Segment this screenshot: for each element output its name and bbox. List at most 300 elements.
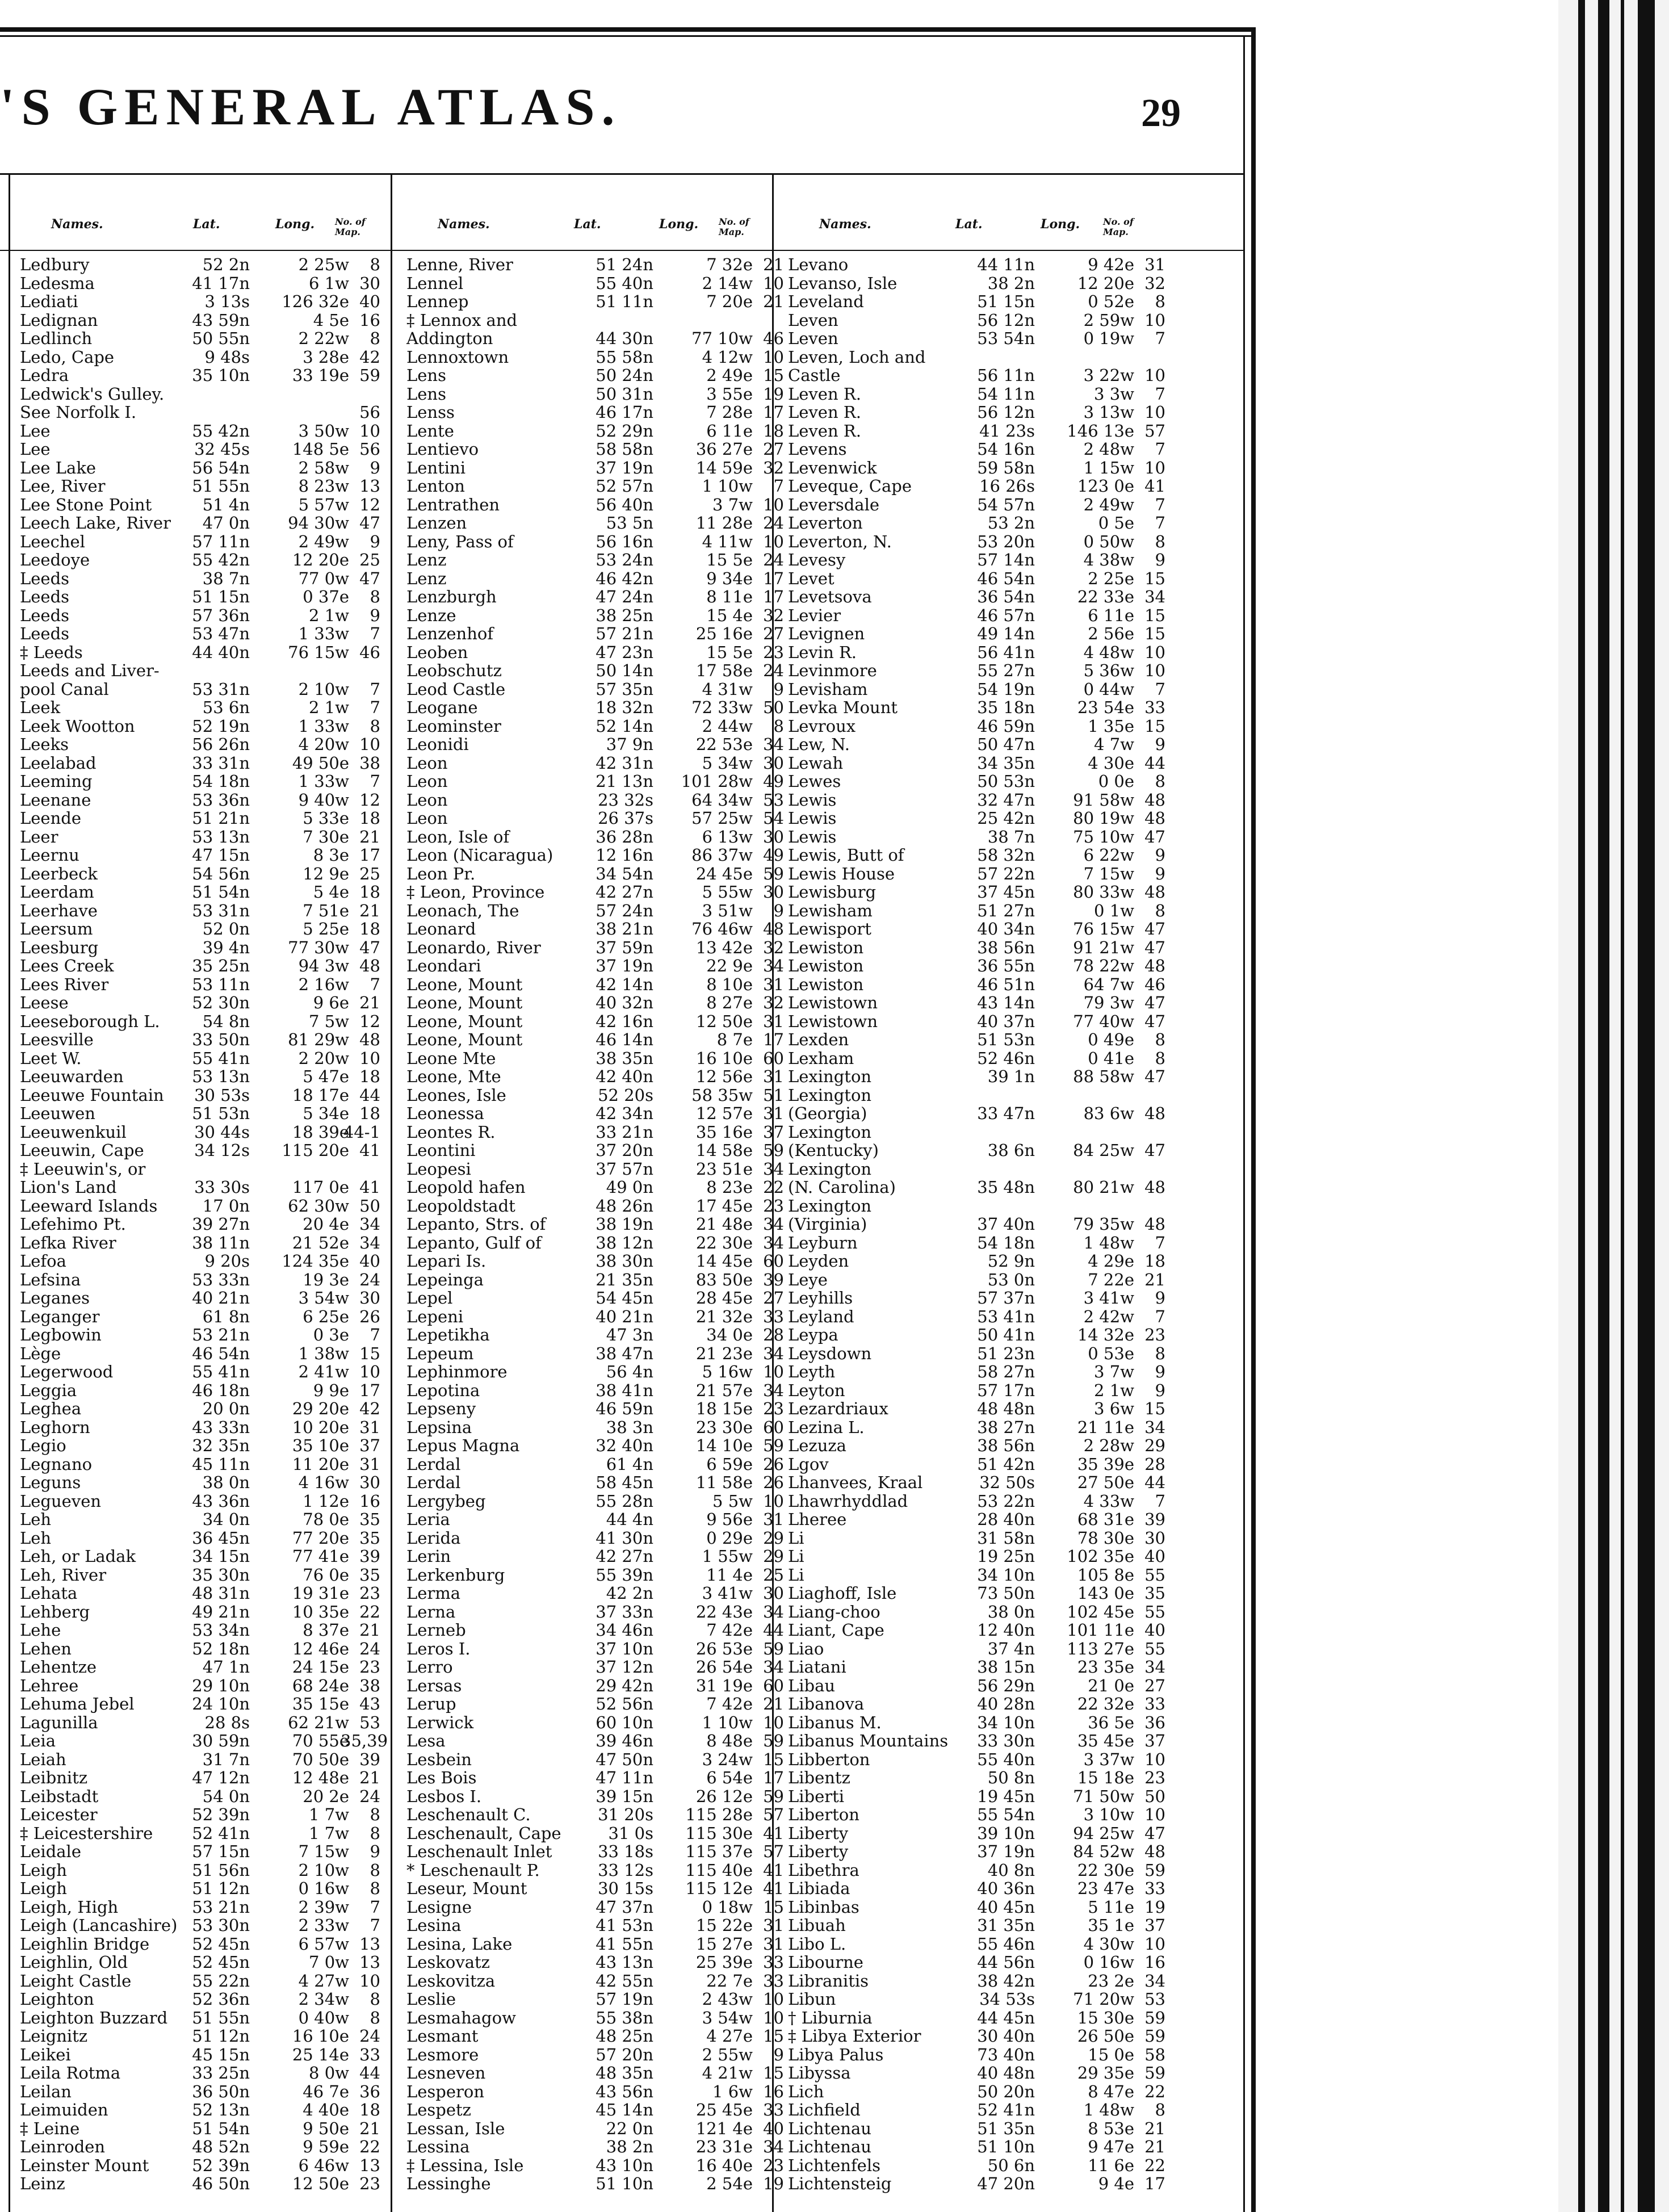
latitude: 46 54n: [192, 1343, 250, 1363]
map-number: 59: [1144, 1860, 1165, 1880]
place-name: Leny, Pass of: [406, 531, 514, 551]
place-name: Liang-choo: [788, 1602, 880, 1622]
longitude: 2 16w: [298, 974, 349, 994]
table-row: [0, 606, 391, 625]
map-number: 29: [1144, 1436, 1165, 1455]
map-number: 57: [763, 1805, 784, 1824]
longitude: 102 45e: [1067, 1602, 1134, 1622]
place-name: Lesbein: [406, 1749, 472, 1769]
place-name: Leghea: [20, 1399, 82, 1418]
longitude: 3 50w: [298, 421, 349, 441]
longitude: 121 4e: [695, 2118, 753, 2138]
table-row: [774, 754, 1243, 773]
latitude: 37 19n: [596, 458, 653, 477]
latitude: 47 50n: [596, 1749, 653, 1769]
latitude: 47 3n: [606, 1325, 653, 1344]
map-number: 7: [1155, 329, 1165, 348]
latitude: 45 15n: [192, 2045, 250, 2064]
place-name: Lexington: [788, 1196, 872, 1216]
map-number: 39: [359, 1749, 380, 1769]
table-row: [774, 1584, 1243, 1603]
place-name: Lessina: [406, 2137, 470, 2156]
longitude: 1 15w: [1083, 458, 1134, 477]
table-row: [774, 1824, 1243, 1843]
latitude: 51 24n: [596, 255, 653, 274]
map-number: 48: [359, 1030, 380, 1049]
table-row: [0, 661, 391, 680]
map-number: 18: [359, 919, 380, 939]
place-name: Legerwood: [20, 1362, 114, 1381]
table-row: [0, 1086, 391, 1105]
place-name: Leguns: [20, 1473, 81, 1492]
table-row: [0, 791, 391, 810]
latitude: 55 39n: [596, 1565, 653, 1585]
latitude: 18 32n: [596, 698, 653, 717]
latitude: 39 46n: [596, 1731, 653, 1750]
table-row: [0, 1178, 391, 1197]
latitude: 52 45n: [192, 1934, 250, 1954]
latitude: 44 45n: [977, 2008, 1035, 2027]
latitude: 47 11n: [596, 1768, 653, 1787]
place-name: Leeds: [20, 605, 70, 625]
longitude: 4 38w: [1083, 550, 1134, 569]
column-1-rows: [0, 255, 391, 2193]
place-name: Lee: [20, 439, 51, 459]
longitude: 1 55w: [702, 1547, 753, 1566]
longitude: 80 33w: [1073, 882, 1134, 902]
longitude: 77 0w: [298, 568, 349, 588]
map-number: 56: [359, 439, 380, 459]
longitude: 25 14e: [292, 2045, 349, 2064]
map-number: 40: [359, 1251, 380, 1271]
place-name: Lenne, River: [406, 255, 513, 274]
longitude: 24 15e: [292, 1657, 349, 1677]
map-number: 9: [370, 531, 380, 551]
table-row: [392, 439, 784, 459]
map-number: 48: [1144, 1178, 1165, 1197]
map-number: 10: [763, 2008, 784, 2027]
map-number: 19: [1144, 1897, 1165, 1917]
longitude: 146 13e: [1067, 421, 1134, 441]
place-name: ‡ Leon, Province: [406, 882, 545, 902]
place-name: Leon (Nicaragua): [406, 845, 553, 865]
table-row: [392, 1953, 784, 1972]
place-name: Leh: [20, 1510, 52, 1529]
table-row: [774, 477, 1243, 496]
longitude: 143 0e: [1077, 1583, 1134, 1603]
longitude: 2 1w: [309, 605, 349, 625]
table-row: [774, 994, 1243, 1012]
table-row: [774, 1972, 1243, 1991]
map-number: 8: [370, 2008, 380, 2027]
longitude: 4 7w: [1094, 735, 1134, 754]
longitude: 4 5e: [313, 310, 349, 330]
map-number: 34: [359, 1233, 380, 1252]
table-row: [392, 476, 784, 496]
latitude: 17 0n: [202, 1196, 250, 1216]
longitude: 0 37e: [303, 587, 349, 606]
longitude: 9 40w: [298, 790, 349, 810]
place-name: Levetsova: [788, 587, 872, 606]
binding-bar: [1598, 0, 1609, 2212]
place-name: Liant, Cape: [788, 1620, 884, 1640]
table-row: [774, 1879, 1243, 1898]
map-number: 32: [763, 605, 784, 625]
map-number: 53: [763, 790, 784, 810]
table-row: [392, 458, 784, 477]
longitude: 15 5e: [706, 642, 753, 662]
latitude: 44 11n: [977, 255, 1035, 274]
table-row: [392, 587, 784, 606]
table-row: [392, 827, 784, 847]
longitude: 115 37e: [685, 1842, 753, 1861]
table-row: [0, 385, 391, 404]
longitude: 5 33e: [303, 808, 349, 828]
latitude: 36 50n: [192, 2081, 250, 2101]
map-number: 19: [763, 384, 784, 404]
map-number: 37: [359, 1436, 380, 1455]
longitude: 12 20e: [292, 550, 349, 569]
map-number: 8: [370, 255, 380, 274]
latitude: 59 58n: [977, 458, 1035, 477]
map-number: 33: [1144, 698, 1165, 717]
map-number: 32: [763, 993, 784, 1012]
table-row: [0, 902, 391, 920]
map-number: 40: [763, 2118, 784, 2138]
latitude: 47 37n: [596, 1897, 653, 1917]
table-row: [774, 459, 1243, 477]
map-number: 9: [1155, 1288, 1165, 1308]
table-row: [774, 772, 1243, 791]
place-name: Leseur, Mount: [406, 1879, 527, 1898]
map-number: 8: [370, 587, 380, 606]
place-name: Libau: [788, 1675, 836, 1695]
longitude: 5 34w: [702, 753, 753, 773]
longitude: 1 48w: [1083, 1233, 1134, 1252]
longitude: 8 37e: [303, 1620, 349, 1640]
place-name: Leskovitza: [406, 1971, 496, 1991]
map-number: 37: [1144, 1731, 1165, 1750]
latitude: 39 4n: [202, 937, 250, 957]
map-number: 42: [359, 1399, 380, 1418]
latitude: 46 51n: [977, 974, 1035, 994]
header-long: Long.: [275, 217, 315, 232]
latitude: 61 8n: [202, 1306, 250, 1326]
longitude: 2 44w: [702, 716, 753, 736]
latitude: 42 27n: [596, 1547, 653, 1566]
longitude: 7 28e: [706, 403, 753, 422]
latitude: 51 54n: [192, 2118, 250, 2138]
place-name: Leenane: [20, 790, 91, 810]
longitude: 3 24w: [702, 1749, 753, 1769]
longitude: 5 36w: [1083, 661, 1134, 680]
table-row: [774, 1455, 1243, 1474]
place-name: Lepetikha: [406, 1325, 490, 1344]
map-number: 10: [763, 1491, 784, 1511]
place-name: Leypa: [788, 1325, 838, 1344]
place-name: Leontini: [406, 1141, 476, 1160]
table-row: [392, 1731, 784, 1750]
map-number: 8: [370, 1823, 380, 1843]
table-row: [0, 1861, 391, 1880]
longitude: 2 59w: [1083, 310, 1134, 330]
place-name: ‡ Leine: [20, 2118, 80, 2138]
place-name: Liaghoff, Isle: [788, 1583, 897, 1603]
place-name: Lagunilla: [20, 1712, 98, 1732]
latitude: 51 55n: [192, 476, 250, 496]
place-name: * Leschenault P.: [406, 1860, 540, 1880]
map-number: 59: [1144, 2063, 1165, 2083]
longitude: 8 23e: [706, 1178, 753, 1197]
latitude: 38 30n: [596, 1251, 653, 1271]
longitude: 2 48w: [1083, 439, 1134, 459]
map-number: 44: [1144, 1473, 1165, 1492]
map-number: 8: [370, 1805, 380, 1824]
longitude: 21 32e: [695, 1306, 753, 1326]
map-number: 23: [763, 1399, 784, 1418]
longitude: 22 30e: [1077, 1860, 1134, 1880]
place-name: Lexham: [788, 1048, 854, 1068]
table-row: [392, 735, 784, 754]
map-number: 48: [1144, 1104, 1165, 1123]
longitude: 94 3w: [298, 956, 349, 975]
place-name: Leigh (Lancashire): [20, 1916, 178, 1935]
table-row: [0, 865, 391, 883]
latitude: 40 37n: [977, 1011, 1035, 1031]
longitude: 35 15e: [292, 1694, 349, 1714]
table-row: [0, 311, 391, 330]
place-name: Leones, Isle: [406, 1085, 506, 1105]
table-row: [0, 274, 391, 293]
longitude: 78 22w: [1073, 956, 1134, 975]
latitude: 42 16n: [596, 1011, 653, 1031]
table-row: [774, 1178, 1243, 1197]
place-name: Levens: [788, 439, 847, 459]
place-name: Libuah: [788, 1916, 846, 1935]
longitude: 8 11e: [706, 587, 753, 606]
latitude: 31 35n: [977, 1916, 1035, 1935]
latitude: 36 55n: [977, 956, 1035, 975]
map-number: 35: [359, 1510, 380, 1529]
longitude: 16 10e: [695, 1048, 753, 1068]
latitude: 55 42n: [192, 550, 250, 569]
binding-bar: [1578, 0, 1585, 2212]
longitude: 8 7e: [716, 1030, 753, 1049]
map-number: 35: [1144, 1583, 1165, 1603]
place-name: Levinmore: [788, 661, 877, 680]
latitude: 35 30n: [192, 1565, 250, 1585]
table-row: [392, 1879, 784, 1898]
longitude: 115 20e: [282, 1141, 349, 1160]
place-name: Leimuiden: [20, 2100, 108, 2119]
latitude: 40 34n: [977, 919, 1035, 939]
place-name: Lespetz: [406, 2100, 471, 2119]
latitude: 58 58n: [596, 439, 653, 459]
table-row: [392, 1214, 784, 1234]
place-name: Lepsina: [406, 1417, 472, 1437]
latitude: 38 19n: [596, 1214, 653, 1234]
place-name: Lees River: [20, 974, 109, 994]
latitude: 32 45s: [194, 439, 250, 459]
place-name: Leinz: [20, 2174, 65, 2193]
map-number: 60: [763, 1251, 784, 1271]
right-border-inner: [1243, 35, 1245, 2212]
table-row: [0, 1234, 391, 1252]
longitude: 77 10w: [691, 329, 753, 348]
latitude: 51 15n: [977, 292, 1035, 311]
longitude: 12 46e: [292, 1639, 349, 1658]
map-number: 44: [359, 1085, 380, 1105]
longitude: 6 22w: [1083, 845, 1134, 865]
longitude: 115 12e: [685, 1879, 753, 1898]
latitude: 51 10n: [596, 2174, 653, 2193]
longitude: 1 7w: [309, 1823, 349, 1843]
table-row: [774, 1916, 1243, 1935]
map-number: 30: [359, 1473, 380, 1492]
longitude: 7 15w: [1083, 864, 1134, 883]
map-number: 24: [763, 661, 784, 680]
place-name: Leikei: [20, 2045, 71, 2064]
place-name: Lepeni: [406, 1306, 464, 1326]
table-row: [392, 1067, 784, 1086]
table-row: [774, 2046, 1243, 2064]
table-row: [0, 643, 391, 662]
longitude: 7 42e: [706, 1620, 753, 1640]
map-number: 34: [763, 735, 784, 754]
map-number: 36: [359, 2081, 380, 2101]
table-row: [392, 1436, 784, 1455]
longitude: 4 12w: [702, 347, 753, 367]
table-row: [774, 1400, 1243, 1418]
latitude: 43 13n: [596, 1953, 653, 1972]
table-row: [0, 2083, 391, 2101]
map-number: 46: [359, 642, 380, 662]
place-name: Ledlinch: [20, 329, 93, 348]
map-number: 8: [773, 716, 784, 736]
longitude: 1 33w: [298, 624, 349, 643]
latitude: 60 10n: [596, 1712, 653, 1732]
place-name: Leopesi: [406, 1159, 471, 1179]
place-name: Lente: [406, 421, 454, 441]
longitude: 7 30e: [303, 827, 349, 847]
header-lat: Lat.: [955, 217, 983, 232]
map-number: 8: [370, 1879, 380, 1898]
latitude: 57 20n: [596, 2045, 653, 2064]
place-name: Lexington: [788, 1067, 872, 1086]
table-row: [392, 1122, 784, 1142]
place-name: Leeseborough L.: [20, 1011, 160, 1031]
place-name: Lewisham: [788, 900, 873, 920]
table-row: [392, 808, 784, 828]
latitude: 56 26n: [192, 735, 250, 754]
latitude: 56 16n: [596, 531, 653, 551]
map-number: 22: [1144, 2155, 1165, 2175]
map-number: 44: [763, 1620, 784, 1640]
place-name: Lesperon: [406, 2081, 485, 2101]
table-row: [774, 1677, 1243, 1695]
table-row: [774, 1326, 1243, 1344]
latitude: 9 48s: [204, 347, 250, 367]
table-row: [774, 680, 1243, 699]
table-row: [0, 569, 391, 588]
map-number: 7: [370, 974, 380, 994]
longitude: 83 50e: [695, 1270, 753, 1289]
latitude: 42 55n: [596, 1971, 653, 1991]
map-number: 46: [1144, 974, 1165, 994]
latitude: 57 22n: [977, 864, 1035, 883]
place-name: Leone, Mount: [406, 1030, 523, 1049]
latitude: 39 15n: [596, 1786, 653, 1806]
latitude: 52 41n: [192, 1823, 250, 1843]
place-name: Lehberg: [20, 1602, 90, 1622]
place-name: Leicester: [20, 1805, 98, 1824]
latitude: 33 50n: [192, 1030, 250, 1049]
place-name: Lhanvees, Kraal: [788, 1473, 923, 1492]
table-row: [0, 975, 391, 994]
latitude: 38 35n: [596, 1048, 653, 1068]
table-row: [0, 809, 391, 828]
longitude: 1 12e: [303, 1491, 349, 1511]
map-number: 7: [370, 679, 380, 699]
table-row: [0, 1621, 391, 1640]
place-name: Lee: [20, 421, 51, 441]
longitude: 7 5w: [309, 1011, 349, 1031]
place-name: Leganger: [20, 1306, 100, 1326]
longitude: 26 54e: [695, 1657, 753, 1677]
longitude: 3 54w: [702, 2008, 753, 2027]
place-name: Leesville: [20, 1030, 94, 1049]
place-name: Levisham: [788, 679, 868, 699]
place-name: Lenzenhof: [406, 624, 494, 643]
table-row: [392, 1417, 784, 1437]
place-name: Lesigne: [406, 1897, 472, 1917]
table-row: [392, 1454, 784, 1474]
longitude: 12 9e: [303, 864, 349, 883]
map-number: 38: [359, 753, 380, 773]
table-row: [392, 882, 784, 902]
place-name: Lepotina: [406, 1380, 480, 1400]
map-number: 49: [763, 845, 784, 865]
table-row: [0, 1916, 391, 1935]
place-name: Leer: [20, 827, 58, 847]
latitude: 45 14n: [596, 2100, 653, 2119]
table-row: [774, 329, 1243, 348]
map-number: 47: [1144, 1067, 1165, 1086]
table-row: [392, 255, 784, 274]
latitude: 48 52n: [192, 2137, 250, 2156]
latitude: 48 31n: [192, 1583, 250, 1603]
latitude: 41 55n: [596, 1934, 653, 1954]
map-number: 39: [359, 1547, 380, 1566]
latitude: 16 26s: [979, 476, 1035, 496]
binding-edge: [1558, 0, 1669, 2212]
map-number: 15: [763, 1749, 784, 1769]
table-row: [774, 1953, 1243, 1972]
place-name: Libranitis: [788, 1971, 869, 1991]
latitude: 55 42n: [192, 421, 250, 441]
map-number: 57: [1144, 421, 1165, 441]
latitude: 33 18s: [598, 1842, 653, 1861]
latitude: 48 35n: [596, 2063, 653, 2083]
map-number: 55: [1144, 1565, 1165, 1585]
place-name: Levet: [788, 568, 834, 588]
place-name: Lezina L.: [788, 1417, 865, 1437]
place-name: Leech Lake, River: [20, 513, 171, 533]
place-name: Leyburn: [788, 1233, 858, 1252]
place-name: Leone, Mount: [406, 974, 523, 994]
latitude: 36 45n: [192, 1528, 250, 1548]
column-1-header: [0, 204, 391, 255]
